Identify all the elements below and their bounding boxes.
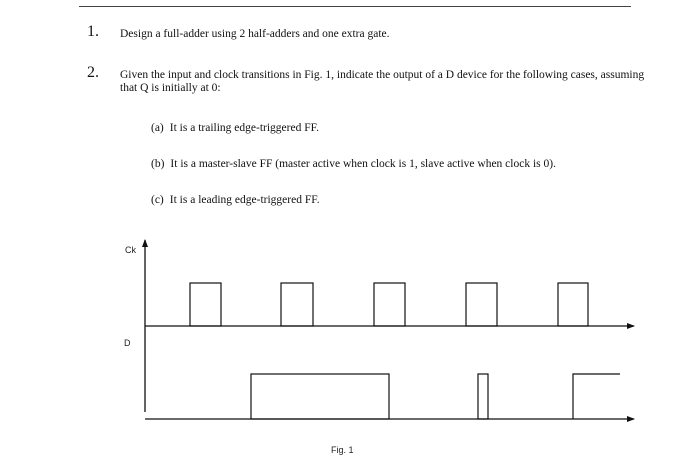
figure-caption: Fig. 1 <box>331 445 354 455</box>
data-pulse-2 <box>478 374 488 419</box>
item-c-letter: (c) <box>151 194 164 206</box>
clock-label: Ck <box>125 245 136 255</box>
question-1-text: Design a full-adder using 2 half-adders and one extra gate. <box>120 28 390 40</box>
question-1-number: 1. <box>87 23 99 40</box>
item-b-text: It is a master-slave FF (master active when clock is 1, slave active when clock is 0). <box>170 158 556 170</box>
question-2-text: Given the input and clock transitions in Fig. 1, indicate the output of a D device for the following cases, assuming that Q is initially at 0: <box>120 69 645 94</box>
clock-pulse-5 <box>558 283 588 326</box>
data-pulse-1 <box>251 374 389 419</box>
clock-pulse-1 <box>190 283 221 326</box>
data-pulse-3 <box>573 374 620 419</box>
item-c-text: It is a leading edge-triggered FF. <box>169 194 320 206</box>
item-a-text: It is a trailing edge-triggered FF. <box>169 122 319 134</box>
clock-pulse-3 <box>374 283 405 326</box>
clock-pulse-2 <box>281 283 313 326</box>
clock-pulse-4 <box>466 283 497 326</box>
item-b-letter: (b) <box>151 158 165 170</box>
data-label: D <box>124 338 131 348</box>
question-2-number: 2. <box>87 64 99 81</box>
item-a-letter: (a) <box>151 122 164 134</box>
